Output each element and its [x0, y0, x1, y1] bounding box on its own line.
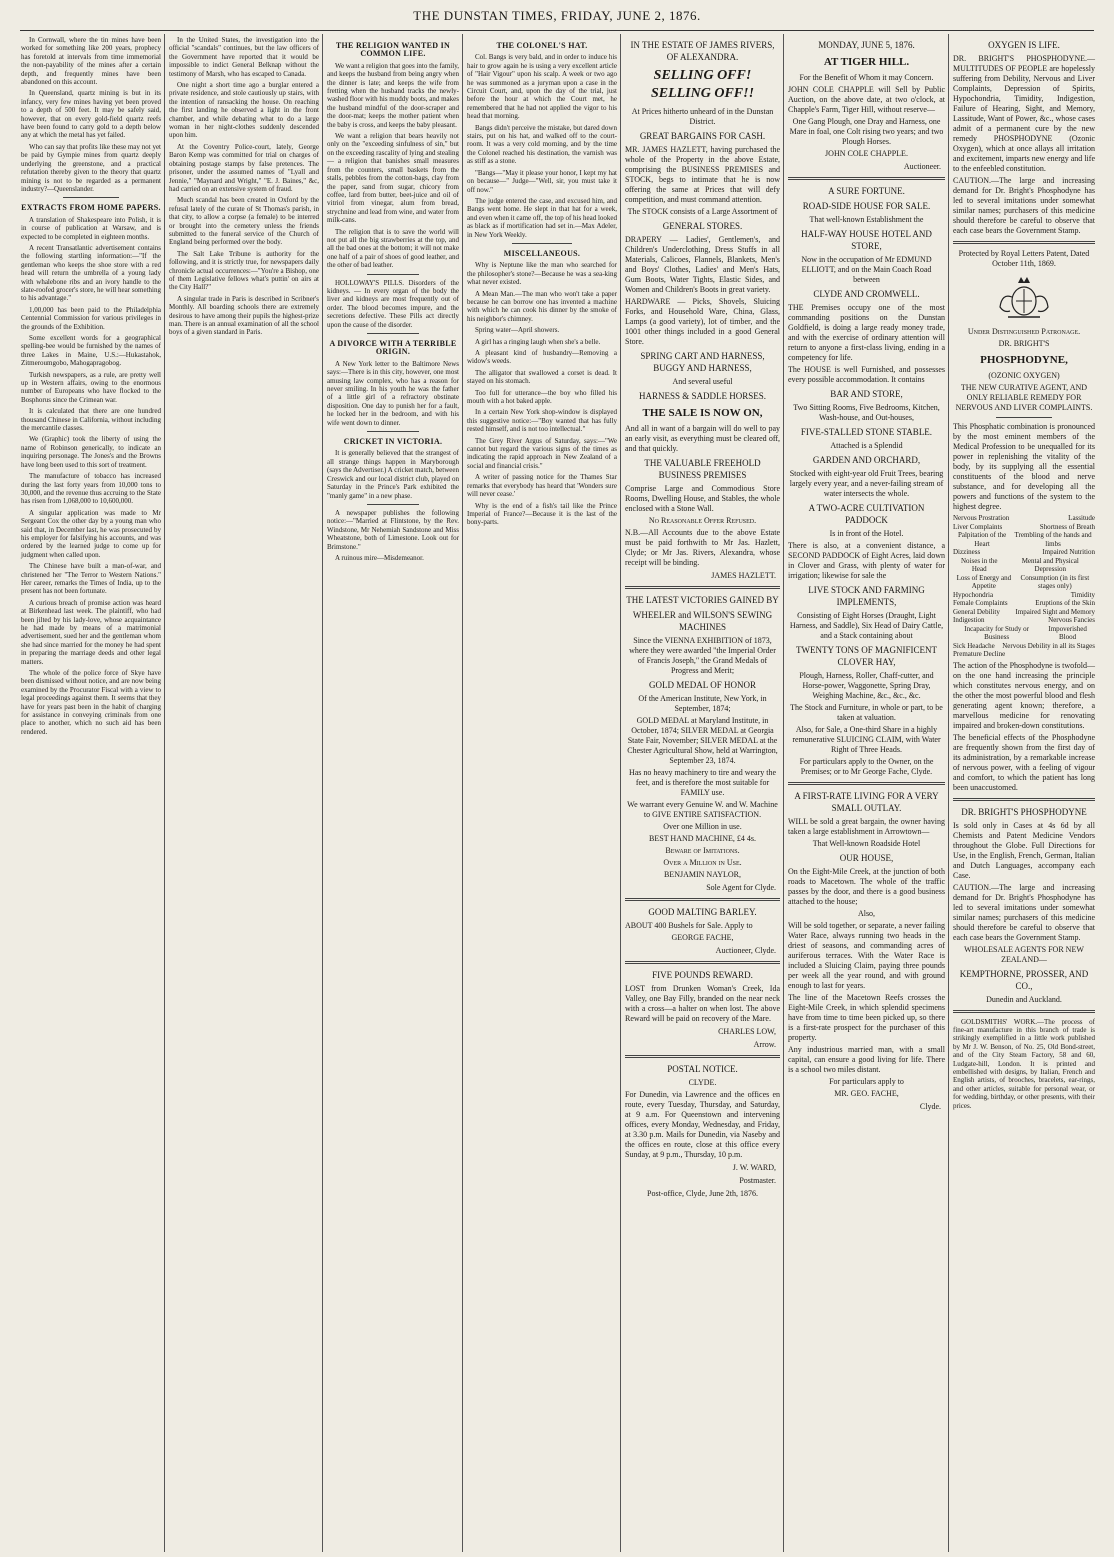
ad-headline: SELLING OFF! SELLING OFF!!	[650, 68, 755, 101]
ad-text: Under Distinguished Patronage.	[967, 327, 1081, 336]
ad-text: Consisting of Eight Horses (Draught, Light Harness, and Saddle), Six Head of Dairy Cattle, and a Stack containing about	[789, 611, 944, 640]
ad-heading: CLYDE AND CROMWELL.	[813, 289, 920, 299]
ad-text: The action of the Phosphodyne is twofold—on the one hand increasing the principle which constitutes nervous energy, and on the other the most powerful blood and flesh generating agent known; therefore, a marvellous medicine for renovating impaired and broken-down constitutions.	[953, 660, 1095, 730]
separator	[953, 1010, 1095, 1013]
article-paragraph	[327, 279, 459, 329]
separator	[63, 197, 119, 198]
article-paragraph: A curious breach of promise action was heard at Birkenhead last week. The plaintiff, who had been jilted by his lady-love, whose acquaintance he had made by means of a matrimonial advertisement, sued her and the gentleman whom she had since married for the money he had spent in preparing the marriage deeds and other legal matters.	[21, 598, 161, 666]
article-paragraph: A girl has a ringing laugh when she's a belle.	[475, 337, 601, 346]
article-paragraph: A translation of Shakespeare into Polish, it is in course of publication at Warsaw, and is expected to be completed in eighteen months.	[21, 215, 161, 241]
ad-heading: THE LATEST VICTORIES GAINED BY	[626, 595, 779, 605]
column-6	[785, 36, 948, 1551]
ad-text: HARDWARE — Picks, Shovels, Sluicing Forks, and Household Ware, China, Glass, Lamps (a good variety), lot of timber, and the 1001 other things included in a good General Store.	[625, 297, 780, 346]
ad-signature: Clyde.	[919, 1102, 941, 1111]
cure-item: Noises in the Head	[960, 556, 998, 573]
advertisement-estate	[625, 39, 780, 581]
ad-text: CAUTION.—The large and increasing demand for Dr. Bright's Phosphodyne has led to several imitations under somewhat similar names; purchasers of this medicine should therefore be careful to observe that each case bears the Government Stamp.	[953, 176, 1095, 235]
cures-row	[953, 625, 1095, 642]
article-heading: MISCELLANEOUS.	[503, 248, 581, 258]
article-lead: HOLLOWAY'S PILLS.	[335, 278, 405, 287]
ad-text: Also,	[857, 909, 876, 918]
cure-item: Nervous Fancies	[1048, 616, 1095, 624]
ad-text: GOLD MEDAL at Maryland Institute, in October, 1874; SILVER MEDAL at Georgia State Fair, November; SILVER MEDAL at the Chester Agricultural Show, held at Warrington, September 23, 1874.	[627, 716, 778, 765]
ad-text: MR. GEO. FACHE,	[834, 1089, 899, 1098]
ad-text: DR. BRIGHT'S PHOSPHODYNE.—MULTITUDES OF PEOPLE are hopelessly suffering from Debility, Nervous and Liver Complaints, Depression of Spirits, Hypochondria, Timidity, Indigestion, Failure of Hearing, Sight, and Memory, Lassitude, Want of Power, &c., whose cases admit of a permanent cure by the new remedy PHOSPHODYNE (Ozonic Oxygen), which at once allays all irritation and excitement, imparts new energy and life to the enfeebled constitution.	[953, 54, 1095, 173]
article-paragraph: A newspaper publishes the following notice:—"Married at Flintstone, by the Rev. Windstone, Mr Nehemiah Sandstone and Miss Wheatstone, both of Limestone. Look out for Brimstone."	[327, 508, 459, 551]
cure-item: Sick Headache	[953, 641, 995, 650]
article-paragraph: Who can say that profits like these may not yet be paid by Gympie mines from quartz deeply underlying the greenstone, and a practical refutation thereby given to the theory that quartz mining is not to be regarded as a permanent industry?—Queenslander.	[21, 142, 161, 193]
ad-text: And all in want of a bargain will do well to pay an early visit, as everything must be cleared off, and that quickly.	[625, 424, 780, 453]
article-paragraph: We want a religion that goes into the family, and keeps the husband from being angry when the dinner is late; and keeps the wife from fretting when the husband tracks the newly-washed floor with his muddy boots, and makes the husband mindful of the door-scraper and the door-mat; keeps the mother patient when the baby is cross, and keeps the baby pleasant.	[327, 61, 459, 129]
article-heading: THE COLONEL'S HAT.	[496, 41, 588, 50]
ad-text: For particulars apply to the Owner, on the Premises; or to Mr George Fache, Clyde.	[799, 757, 934, 776]
cure-item: Eruptions of the Skin	[1035, 599, 1095, 607]
article-paragraph: A singular trade in Paris is described in Scribner's Monthly. All boarding schools there are extremely desirous to have among their pupils the highest-prize man. There is an annual examination of all the school boys of a given standard in Paris.	[169, 294, 319, 337]
separator	[367, 431, 420, 432]
cure-item: Consumption (in its first stages only)	[1020, 573, 1090, 590]
advertisement-phosphodyne	[953, 39, 1095, 1005]
cure-item: Mental and Physical Depression	[1021, 556, 1079, 573]
ad-text: One Gang Plough, one Dray and Harness, one Mare in foal, one Colt rising two years; and two Plough Horses.	[789, 117, 944, 146]
ad-heading: KEMPTHORNE, PROSSER, AND CO.,	[959, 968, 1089, 991]
separator	[367, 504, 420, 505]
article-paragraph: A pleasant kind of husbandry—Removing a widow's weeds.	[467, 349, 617, 366]
article-paragraph: A singular application was made to Mr Sergeant Cox the other day by a young man who said that, in December last, he was prosecuted by his employer for falsifying his accounts, and was ordered by the learned judge to come up for judgment when called upon.	[21, 508, 161, 559]
cure-item: Incapacity for Study or Business	[964, 624, 1029, 641]
cures-row	[953, 608, 1095, 617]
advertisement-our-house	[788, 790, 945, 1112]
ad-signature: Sole Agent for Clyde.	[706, 883, 776, 892]
separator	[367, 274, 420, 275]
ad-text: DRAPERY — Ladies', Gentlemen's, and Children's Underclothing, Dress Stuffs in all Materials, Calicoes, Flannels, Blankets, Men's and Boys' Clothes, Ladies' and Men's Hats, Gum Boots, Water Tights, Elastic Sides, and Women and Children's Boots in great variety.	[625, 235, 780, 294]
ad-text: BEST HAND MACHINE, £4 4s.	[649, 834, 756, 843]
ad-text: Has no heavy machinery to tire and weary the feet, and is therefore the most suitable for FAMILY use.	[628, 768, 777, 797]
cures-row	[953, 599, 1095, 608]
cure-item: Lassitude	[1068, 514, 1095, 522]
separator	[625, 586, 780, 589]
cure-item: Nervous Prostration	[953, 514, 1010, 522]
article-paragraph: One night a short time ago a burglar entered a private residence, and stole cautiously up stairs, with the intention of ransacking the house. On reaching the first landing he observed a light in the front chamber, and while debating what to do a large woman in her night-clothes suddenly descended upon him.	[169, 81, 319, 140]
ad-text: Is sold only in Cases at 4s 6d by all Chemists and Patent Medicine Vendors throughout the Globe. Full Directions for Use, in the English, French, German, Italian and Dutch Languages, accompany each Case.	[953, 820, 1095, 880]
ad-text: (OZONIC OXYGEN)	[988, 371, 1060, 380]
advertisement-barley	[625, 906, 780, 956]
article-paragraph: A New York letter to the Baltimore News says:—There is in this city, however, one most amusing law complex, who has a reason for never smiling. In his youth he was the father of a little girl of a refractory obstinate disposition. One day to punish her for a fault, he locked her in the bedroom, and with his wife went down to dinner.	[327, 359, 459, 427]
article-heading: THE RELIGION WANTED IN COMMON LIFE.	[335, 41, 451, 59]
ad-heading: DR. BRIGHT'S PHOSPHODYNE	[961, 806, 1087, 817]
ad-heading: THE VALUABLE FREEHOLD BUSINESS PREMISES	[644, 458, 761, 480]
ad-signature: CHARLES LOW,	[718, 1027, 776, 1036]
ad-heading: ROAD-SIDE HOUSE FOR SALE.	[802, 201, 931, 211]
cure-item: Loss of Energy and Appetite	[956, 573, 1012, 590]
article-heading: EXTRACTS FROM HOME PAPERS.	[21, 203, 161, 213]
ad-text: The line of the Macetown Reefs crosses the Eight-Mile Creek, in which splendid specimens have from time to time been picked up, so there is a first-rate prospect for the purchaser of this property.	[788, 993, 945, 1042]
ad-heading: LIVE STOCK AND FARMING IMPLEMENTS,	[808, 585, 925, 607]
ad-text: At Prices hitherto unheard of in the Dunstan District.	[631, 107, 774, 126]
article-paragraph: The manufacture of tobacco has increased during the last forty years from 10,000 tons to 30,000, and the revenue thus accruing to the State has risen from 1,068,000 to 10,600,000.	[21, 472, 161, 506]
ad-text: The beneficial effects of the Phosphodyne are frequently shown from the first day of its administration, by a remarkable increase of nervous power, with a feeling of vigour and comfort, to which the patient has long been unaccustomed.	[953, 732, 1095, 792]
ad-heading: GOOD MALTING BARLEY.	[648, 907, 757, 917]
cures-row	[953, 591, 1095, 600]
ad-heading: A FIRST-RATE LIVING FOR A VERY SMALL OUTLAY.	[794, 791, 939, 813]
ad-text: THE NEW CURATIVE AGENT, AND ONLY RELIABLE REMEDY FOR NERVOUS AND LIVER COMPLAINTS.	[955, 383, 1093, 412]
ad-heading: GARDEN AND ORCHARD,	[812, 455, 921, 465]
article-paragraph: The Grey River Argus of Saturday, says:—"We cannot but regard the various signs of the times as indicating the rapid approach in New Zealand of a social and financial crisis."	[467, 436, 617, 470]
ad-heading: WHEELER and WILSON'S SEWING MACHINES	[632, 610, 773, 632]
column-rule	[462, 34, 463, 1552]
article-paragraph: Bangs didn't perceive the mistake, but dared down stairs, put on his hat, and walked off to the court-room. It was a very cold morning, and by the time the Colonel reached his destination, the varnish was as stiff as a stone.	[467, 123, 617, 166]
ad-text: Will be sold together, or separate, a never failing Water Race, always running two heads in the driest of seasons, and commanding acres of auriferous terraces. With the Water Race is included a Sluicing Claim, paying three pounds per week all the year round, and with ground enough to last for years.	[788, 921, 945, 990]
advertisement-reward	[625, 969, 780, 1050]
cure-item: Impaired Sight and Memory	[1015, 607, 1095, 616]
ad-heading: HALF-WAY HOUSE HOTEL AND STORE,	[801, 229, 932, 251]
article-paragraph: A recent Transatlantic advertisement contains the following startling information:—"If the gentleman who keeps the shoe store with a red head will return the umbrella of a young lady with whalebone ribs and an ivory handle to the slate-roofed grocer's store, he will hear something to his advantage."	[21, 243, 161, 303]
article-paragraph: GOLDSMITHS' WORK.—The process of fine-art manufacture in this branch of trade is strikingly exemplified in a little work published by Mr J. W. Benson, of No. 25, Old Bond-street, and of the City Steam Factory, 58 and 60, Ludgate-hill, London. It is printed and embellished with designs, by Italian, French and English artists, of brooches, bracelets, ear-rings, and other articles, suitable for personal wear, or for wedding, birthday, or other presents, with their prices.	[953, 1017, 1095, 1110]
cure-item: Impoverished Blood	[1048, 624, 1087, 641]
column-5	[622, 36, 783, 1551]
ad-heading: POSTAL NOTICE.	[667, 1064, 738, 1074]
royal-arms-icon	[994, 273, 1054, 323]
ad-text: Attached is a Splendid	[830, 441, 903, 450]
separator	[625, 961, 780, 964]
article-paragraph: A writer of passing notice for the Thames Star remarks that everybody has heard that 'Wonders sure will never cease.'	[467, 473, 617, 499]
article-paragraph: The Chinese have built a man-of-war, and christened her "The Terror to Western Nations." Her career, remarks the Times of India, up to the present has not been fortunate.	[21, 562, 161, 596]
article-paragraph: We (Graphic) took the liberty of using the name of Robinson generically, to indicate an inquiring personage. The Jones's and the Browns have long been used to this sort of treatment.	[21, 435, 161, 469]
article-paragraph: A Mean Man.—The man who won't take a paper because he can borrow one has invented a machine with which he can cook his dinner by the smoke of his neighbor's chimney.	[467, 289, 617, 323]
ad-text: Over one Million in use.	[663, 822, 742, 831]
ad-text: That Well-known Roadside Hotel	[812, 839, 921, 848]
ad-text: GEORGE FACHE,	[671, 933, 734, 942]
article-heading: CRICKET IN VICTORIA.	[343, 437, 443, 447]
ad-text: For particulars apply to	[829, 1077, 904, 1086]
ad-headline: PHOSPHODYNE,	[980, 354, 1068, 366]
ad-text: This Phosphatic combination is pronounced by the most eminent members of the Medical Profession to be unequalled for its power in replenishing the vitality of the body, by its supplying all the essential constituents of the blood and nerve substance, and for developing all the powers and functions of the system to the highest degree.	[953, 422, 1095, 511]
separator	[788, 782, 945, 785]
cures-row	[953, 574, 1095, 591]
ad-heading: A SURE FORTUNE.	[828, 186, 905, 196]
ad-signature: Auctioneer.	[903, 162, 941, 171]
ad-text: On the Eight-Mile Creek, at the junction of both roads to Macetown. The whole of the traffic passes by the door, and there is a good business attached to the house;	[788, 867, 945, 906]
cures-row	[953, 557, 1095, 574]
ad-heading: SPRING CART AND HARNESS, BUGGY AND HARNESS,	[640, 351, 765, 373]
cures-row	[953, 642, 1095, 651]
separator	[625, 1055, 780, 1058]
ad-text: Of the American Institute, New York, in September, 1874;	[638, 694, 767, 713]
ad-text: Comprise Large and Commodious Store Rooms, Dwelling House, and Stables, the whole enclosed with a Stone Wall.	[625, 484, 780, 513]
article-paragraph: Spring water—April showers.	[475, 326, 560, 335]
ad-text: For the Benefit of Whom it may Concern.	[799, 73, 934, 82]
ad-text: And several useful	[672, 377, 733, 386]
article-paragraph: Turkish newspapers, as a rule, are pretty well up in Western affairs, owing to the enormous number of Europeans who have flocked to the Bosphorus since the Crimean war.	[21, 370, 161, 404]
ad-signature: Postmaster.	[739, 1176, 776, 1185]
article-paragraph: The whole of the police force of Skye have been dismissed without notice, and are now being examined by the Procurator Fiscal with a view to legal proceedings against them. It seems that they have for years past been in the habit of charging for assistance in conveying criminals from one place to another, which no such aid has been rendered.	[21, 669, 161, 736]
cures-row	[953, 548, 1095, 557]
cure-item: Dizziness	[953, 548, 981, 556]
separator	[996, 417, 1053, 418]
article-paragraph: It is generally believed that the strangest of all strange things happen in Maryborough (says the Advertiser.) A cricket match, between Creswick and our local district club, played on Saturday in the Prince's Park exhibited the "manly game" in a new phase.	[327, 449, 459, 500]
article-body: Disorders of the kidneys. — In every organ of the body the liver and kidneys are most frequently out of order. The blood becomes impure, and the secretions defective. These Pills act directly upon the cause of the disorder.	[327, 278, 459, 329]
ad-heading: OXYGEN IS LIFE.	[988, 40, 1060, 50]
cures-row	[953, 650, 1095, 659]
ad-text: DR. BRIGHT'S	[998, 339, 1050, 348]
ad-text: Also, for Sale, a One-third Share in a highly remunerative SLUICING CLAIM, with Water Right of Three Heads.	[792, 725, 941, 754]
ad-text: ABOUT 400 Bushels for Sale. Apply to	[625, 921, 753, 930]
cures-row	[953, 531, 1095, 548]
ad-text: BENJAMIN NAYLOR,	[663, 870, 742, 879]
separator	[953, 241, 1095, 244]
ad-text: Is in front of the Hotel.	[829, 529, 904, 538]
column-3	[324, 36, 462, 1551]
cures-row	[953, 523, 1095, 532]
advertisement-postal	[625, 1063, 780, 1199]
cure-item: General Debility	[953, 607, 1000, 616]
cure-item: Liver Complaints	[953, 522, 1003, 531]
article-paragraph: "Bangs—"May it please your honor, I kept my hat on because—" Judge—"Well, sir, you must take it off now."	[467, 168, 617, 194]
ad-heading: HARNESS & SADDLE HORSES.	[638, 391, 767, 401]
article-paragraph: Some excellent words for a geographical spelling-bee would be furnished by the names of three Lakes in Maine, U.S.:—Hukastahok, Zitmeroumgobo, Mahogapragobog.	[21, 334, 161, 368]
ad-heading: FIVE-STALLED STONE STABLE.	[800, 427, 933, 437]
separator	[788, 177, 945, 180]
advertisement-sewing	[625, 594, 780, 893]
cures-row	[953, 616, 1095, 625]
column-2	[166, 36, 322, 1551]
ad-headline: THE SALE IS NOW ON,	[642, 407, 763, 419]
ad-text: Now in the occupation of Mr EDMUND ELLIOTT, and on the Main Coach Road between	[801, 255, 932, 284]
column-rule	[948, 34, 949, 1552]
cure-item: Indigestion	[953, 616, 985, 624]
column-rule	[783, 34, 784, 1552]
separator	[953, 798, 1095, 801]
ad-headline: AT TIGER HILL.	[823, 56, 910, 68]
ad-text: CAUTION.—The large and increasing demand for Dr. Bright's Phosphodyne has led to several imitations under somewhat similar names; purchasers of this medicine should therefore be careful to observe that each case bears the Government Stamp.	[953, 882, 1095, 942]
ad-text: Beware of Imitations.	[665, 846, 740, 855]
ad-text: WHOLESALE AGENTS FOR NEW ZEALAND—	[964, 944, 1084, 964]
advertisement-roadside	[788, 185, 945, 777]
cure-item: Trembling of the hands and limbs	[1014, 531, 1092, 548]
separator	[512, 243, 572, 244]
page-masthead: THE DUNSTAN TIMES, FRIDAY, JUNE 2, 1876.	[20, 8, 1094, 31]
article-paragraph: At the Coventry Police-court, lately, George Baron Kemp was committed for trial on charges of obtaining postage stamps by false pretences. The prisoner, under the assumed names of "Lyall and Jennie," "Maynard and Wright," "E. J. Baines," &c, had carried on an extensive system of fraud.	[169, 142, 319, 193]
ad-heading: GENERAL STORES.	[662, 221, 743, 231]
article-paragraph: The Salt Lake Tribune is authority for the following, and it is strictly true, for newspapers daily chronicle actual occurrences:—"You're a Bishop, one of them Legislative fellows what's puttin' on airs at the City Hall?"	[169, 249, 319, 292]
column-7	[950, 36, 1098, 1551]
ad-heading: MONDAY, JUNE 5, 1876.	[818, 40, 915, 50]
article-paragraph: The religion that is to save the world will not put all the big strawberries at the top, and all the bad ones at the bottom; it will not make one half of a pair of shoes of good leather, and the other of bad leather.	[327, 227, 459, 270]
column-rule	[164, 34, 165, 1552]
article-paragraph: Why is Neptune like the man who searched for the philosopher's stone?—Because he was a sea-king what never existed.	[467, 261, 617, 287]
ad-text: Over a Million in Use.	[663, 858, 742, 867]
ad-heading: GOLD MEDAL OF HONOR	[649, 680, 756, 690]
article-paragraph: In a certain New York shop-window is displayed this suggestive notice:—"Boy wanted that has fully rested himself, and is not too intellectual."	[467, 408, 617, 434]
cure-item: Hypochondria	[953, 590, 994, 599]
ad-signature: Arrow.	[753, 1040, 776, 1049]
cure-item: Impaired Nutrition	[1042, 548, 1095, 556]
ad-text: We warrant every Genuine W. and W. Machine to GIVE ENTIRE SATISFACTION.	[627, 800, 778, 819]
ad-text: No Reasonable Offer Refused.	[648, 516, 757, 525]
cure-item: Palpitation of the Heart	[957, 531, 1007, 548]
ad-text: LOST from Drunken Woman's Creek, Ida Valley, one Bay Filly, branded on the near neck with a cross—a halter on when lost. The above Reward will be paid on recovery of the Mare.	[625, 984, 780, 1023]
ad-heading: GREAT BARGAINS FOR CASH.	[639, 131, 766, 141]
ad-text: Post-office, Clyde, June 2th, 1876.	[647, 1189, 758, 1198]
article-paragraph: Why is the end of a fish's tail like the Prince Imperial of France?—Because it is the last of the bony-parts.	[467, 501, 617, 527]
ad-text: Any industrious married man, with a small capital, can ensure a good living for life. There is a school two miles distant.	[788, 1045, 945, 1074]
article-paragraph: 1,00,000 has been paid to the Philadelphia Centennial Commission for various privileges in the grounds of the Exhibition.	[21, 305, 161, 331]
ad-heading: IN THE ESTATE OF JAMES RIVERS, OF ALEXANDRA.	[630, 40, 775, 62]
ad-text: THE Premises occupy one of the most commanding positions on the Dunstan Goldfield, is doing a large ready money trade, and with the exercise of ordinary attention will return to anyone a first-class living, ending in a competency for life.	[788, 303, 945, 362]
cure-item: Timidity	[1070, 590, 1095, 599]
ad-text: The Stock and Furniture, in whole or part, to be taken at valuation.	[790, 703, 943, 722]
ad-text: WILL be sold a great bargain, the owner having taken a large establishment in Arrowtown—	[788, 817, 945, 836]
cure-item: Female Complaints	[953, 599, 1008, 607]
column-4	[464, 36, 620, 1551]
article-paragraph: It is calculated that there are one hundred thousand Chinese in California, without including the mercantile classes.	[21, 407, 161, 433]
ad-signature: Auctioneer, Clyde.	[715, 946, 776, 955]
separator	[625, 898, 780, 901]
article-paragraph: In Queensland, quartz mining is but in its infancy, very few mines having yet been proved to a depth of 500 feet. It may be safely said, however, that on every gold-field quartz reefs have been found to carry gold to a depth below any at which the metal has yet failed.	[21, 89, 161, 140]
ad-signature: JAMES HAZLETT.	[711, 571, 776, 580]
ad-text: Stocked with eight-year old Fruit Trees, bearing largely every year, and a never-failing stream of water intersects the whole.	[789, 469, 944, 498]
article-paragraph: The alligator that swallowed a corset is dead. It stayed on his stomach.	[467, 368, 617, 386]
ad-heading: FIVE POUNDS REWARD.	[652, 970, 753, 980]
ad-heading: OUR HOUSE,	[839, 853, 894, 863]
ad-text: The HOUSE is well Furnished, and possesses every possible accommodation. It contains	[788, 365, 945, 384]
ad-heading: BAR AND STORE,	[830, 389, 903, 399]
article-paragraph: In the United States, the investigation into the official "scandals" continues, but the law officers of the Government have reported that it would be impossible to indict General Belknap without the testimony of Marsh, who has escaped to Canada.	[169, 36, 319, 78]
article-paragraph: Too full for utterance—the boy who filled his mouth with a hot baked apple.	[467, 388, 617, 406]
article-paragraph: The judge entered the case, and excused him, and Bangs went home. He slept in that hat for a week, and even when it came off, the top of his head looked as black as if mortification had set in.—Max Adeler, in New York Weekly.	[467, 196, 617, 239]
ad-text: JOHN COLE CHAPPLE.	[825, 149, 908, 158]
cures-row	[953, 514, 1095, 523]
article-paragraph: Col. Bangs is very bald, and in order to induce his hair to grow again he is using a very excellent article of "Hair Vigour" upon his scalp. A week or two ago he was summoned as a juryman upon a case in the Circuit Court, and, upon the day of the trial, just before the hour at which the Court met, he remembered that he had not applied the vigor to his head that morning.	[467, 53, 617, 121]
ad-text: That well-known Establishment the	[809, 215, 924, 224]
cure-item: Shortness of Breath	[1039, 522, 1095, 531]
article-heading: A DIVORCE WITH A TERRIBLE ORIGIN.	[329, 339, 457, 357]
article-paragraph: In Cornwall, where the tin mines have been worked for something like 200 years, prophecy has foretold at intervals from time immemorial the non-payability of the mines after a certain depth, and frequently mines have been abandoned on this account.	[21, 36, 161, 87]
column-1	[18, 36, 164, 1551]
ad-text: Two Sitting Rooms, Five Bedrooms, Kitchen, Wash-house, and Out-houses,	[793, 403, 940, 422]
advertisement-tiger-hill	[788, 39, 945, 172]
cure-item: Premature Decline	[953, 650, 1006, 658]
article-paragraph: Much scandal has been created in Oxford by the refusal lately of the curate of St Thomas's parish, in that city, to allow a corpse (a female) to be interred or brought into the cemetery unless the friends submitted to the funeral service of the Church of England being performed over the body.	[169, 196, 319, 247]
ad-text: N.B.—All Accounts due to the above Estate must be paid forthwith to Mr Jas. Hazlett, Clyde; or Mr Jas. Rivers, Alexandra, whose receipt will be binding.	[625, 528, 780, 567]
ad-text: Protected by Royal Letters Patent, Dated October 11th, 1869.	[958, 249, 1090, 268]
article-paragraph: We want a religion that bears heavily not only on the "exceeding sinfulness of sin," but on the exceeding rascality of lying and stealing — a religion that banishes small measures from the counters, small baskets from the stalls, pebbles from the cotton-bags, clay from the paper, sand from sugar, chicory from coffee, lard from butter, beet-juice and oil of vitriol from vinegar, alum from bread, strychnine and lead from wine, and water from milk-cans.	[327, 132, 459, 225]
ad-text: There is also, at a convenient distance, a SECOND PADDOCK of Eight Acres, laid down in Clover and Grass, with plenty of water for irrigation; likewise for sale the	[788, 541, 945, 580]
column-rule	[322, 34, 323, 1552]
separator	[367, 333, 420, 334]
ad-text: Plough, Harness, Roller, Chaff-cutter, and Horse-power, Waggonette, Spring Dray, Weighing Machine, &c., &c., &c.	[799, 671, 934, 700]
cures-list	[953, 514, 1095, 659]
ad-text: MR. JAMES HAZLETT, having purchased the whole of the Property in the above Estate, comprising the BUSINESS PREMISES and STOCK, begs to intimate that he is now offering the same at Prices that will defy competition, and must command attention.	[625, 145, 780, 204]
ad-text: Since the VIENNA EXHIBITION of 1873, where they were awarded "the Imperial Order of Francis Joseph," the Grand Medals of Progress and Merit;	[629, 636, 776, 675]
ad-signature: J. W. WARD,	[732, 1163, 776, 1172]
ad-heading: A TWO-ACRE CULTIVATION PADDOCK	[808, 503, 925, 525]
ad-heading: TWENTY TONS OF MAGNIFICENT CLOVER HAY,	[795, 645, 938, 667]
ad-text: JOHN COLE CHAPPLE will Sell by Public Auction, on the above date, at two o'clock, at Chapple's Farm, Tiger Hill, without reserve—	[788, 85, 945, 114]
article-paragraph: A ruinous mire—Misdemeanor.	[335, 553, 424, 562]
ad-text: For Dunedin, via Lawrence and the offices en route, every Tuesday, Thursday, and Saturday, at 9 a.m. For Queenstown and intervening offices, every Monday, Wednesday, and Friday, at 3.30 p.m. Mails for Dunedin, via Naseby and the offices en route, close at this office every Sunday, at 9 p.m., Thursday, 10 p.m.	[625, 1090, 780, 1159]
ad-text: CLYDE.	[688, 1078, 717, 1087]
column-rule	[620, 34, 621, 1552]
ad-text: The STOCK consists of a Large Assortment of	[627, 207, 778, 216]
cure-item: Nervous Debility in all its Stages	[1002, 641, 1095, 650]
ad-text: Dunedin and Auckland.	[986, 994, 1062, 1004]
